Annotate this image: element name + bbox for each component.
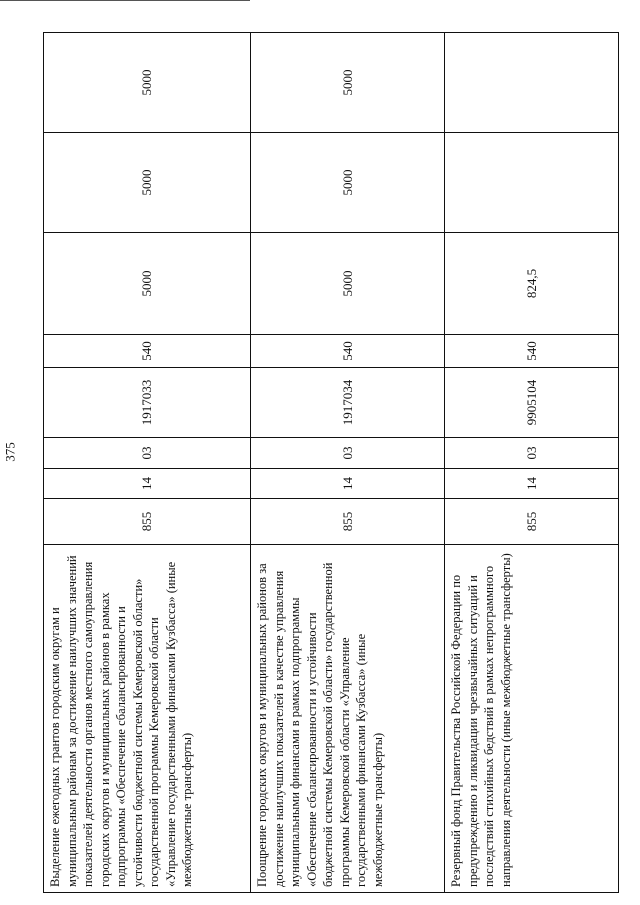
section-code: 14 <box>44 469 251 499</box>
page-number-text: 375 <box>2 442 18 462</box>
year-1-amount: 824,5 <box>445 233 619 335</box>
expense-type-code: 540 <box>445 335 619 368</box>
table-row <box>44 33 251 893</box>
year-1-amount: 5000 <box>44 233 251 335</box>
target-article-code: 1917033 <box>44 368 251 438</box>
top-rule <box>0 0 250 1</box>
row-description: Выделение ежегодных грантов городским округам и муниципальным районам за достижение наилучших значений показателей деятельности органов местного самоуправления городских округов и муниципальных районов в рамках подпрограммы «Обеспечение сбалансированности и устойчивости бюджетной системы Кемеровской области» государственной программы Кемеровской области «Управление государственными финансами Кузбасса» (иные межбюджетные трансферты) <box>44 545 251 893</box>
target-article-code: 1917034 <box>251 368 445 438</box>
section-code: 14 <box>251 469 445 499</box>
table-row <box>251 33 445 893</box>
page-number <box>0 440 20 464</box>
ministry-code: 855 <box>445 499 619 545</box>
year-2-amount: 5000 <box>44 133 251 233</box>
subsection-code: 03 <box>445 438 619 469</box>
table-row <box>445 33 619 893</box>
ministry-code: 855 <box>44 499 251 545</box>
section-code: 14 <box>445 469 619 499</box>
year-3-amount <box>445 33 619 133</box>
year-2-amount: 5000 <box>251 133 445 233</box>
year-3-amount: 5000 <box>44 33 251 133</box>
row-description: Резервный фонд Правительства Российской Федерации по предупреждению и ликвидации чрезвычайных ситуаций и последствий стихийных бедствий в рамках непрограммного направления деятельности (иные межбюджетные трансферты) <box>445 545 619 893</box>
subsection-code: 03 <box>44 438 251 469</box>
year-1-amount: 5000 <box>251 233 445 335</box>
rotated-table-container <box>43 33 618 893</box>
target-article-code: 9905104 <box>445 368 619 438</box>
expense-type-code: 540 <box>44 335 251 368</box>
expense-type-code: 540 <box>251 335 445 368</box>
year-2-amount <box>445 133 619 233</box>
budget-table <box>43 32 619 893</box>
row-description: Поощрение городских округов и муниципальных районов за достижение наилучших показателей в качестве управления муниципальными финансами в рамках подпрограммы «Обеспечение сбалансированности и устойчивости бюджетной системы Кемеровской области» государственной программы Кемеровской области «Управление государственными финансами Кузбасса» (иные межбюджетные трансферты) <box>251 545 445 893</box>
ministry-code: 855 <box>251 499 445 545</box>
year-3-amount: 5000 <box>251 33 445 133</box>
subsection-code: 03 <box>251 438 445 469</box>
